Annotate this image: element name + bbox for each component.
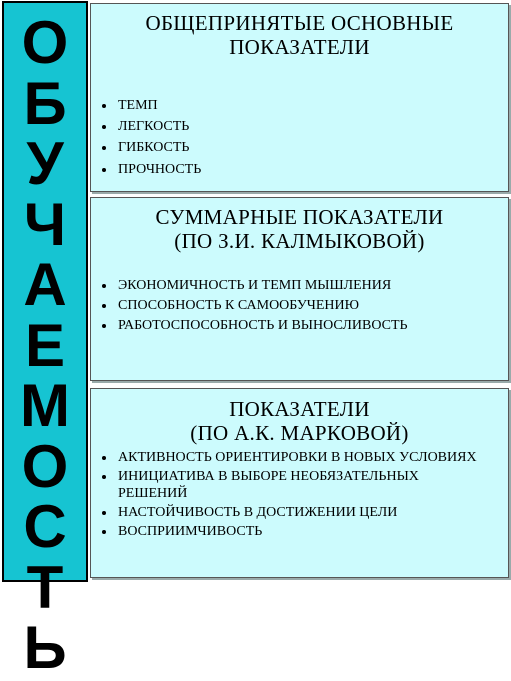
list-item — [91, 468, 478, 502]
section-title — [91, 205, 508, 253]
list-item-text: НАСТОЙЧИВОСТЬ В ДОСТИЖЕНИИ ЦЕЛИ — [118, 505, 398, 520]
section-title — [91, 11, 508, 59]
list-item-text: РАБОТОСПОСОБНОСТЬ И ВЫНОСЛИВОСТЬ — [118, 318, 408, 333]
title-letter: О — [21, 9, 69, 76]
list-item-text: ПРОЧНОСТЬ — [118, 162, 202, 177]
section-title-line: (ПО А.К. МАРКОВОЙ) — [190, 421, 409, 445]
bullet-icon — [102, 530, 106, 534]
section-general-indicators — [90, 3, 509, 192]
title-letter: Ь — [23, 614, 67, 681]
section-title-line: СУММАРНЫЕ ПОКАЗАТЕЛИ — [155, 205, 444, 229]
section-title — [91, 397, 508, 445]
bullet-icon — [102, 125, 106, 129]
list-item — [91, 139, 508, 156]
bullet-icon — [102, 168, 106, 172]
bullet-icon — [102, 304, 106, 308]
list-item-text: ГИБКОСТЬ — [118, 140, 190, 155]
list-item — [91, 504, 478, 521]
list-item — [91, 161, 508, 178]
bullet-icon — [102, 284, 106, 288]
title-letter: М — [20, 372, 70, 439]
indicator-list — [91, 277, 508, 334]
section-title-line: (ПО З.И. КАЛМЫКОВОЙ) — [174, 229, 425, 253]
vertical-title-bar — [2, 1, 88, 681]
section-title-line: ПОКАЗАТЕЛИ — [229, 35, 370, 59]
title-letter: С — [23, 493, 67, 560]
title-letter: Т — [26, 553, 64, 621]
title-letter: У — [26, 130, 64, 197]
bullet-icon — [102, 146, 106, 150]
bullet-icon — [102, 456, 106, 460]
list-item-text: СПОСОБНОСТЬ К САМООБУЧЕНИЮ — [118, 298, 360, 313]
bullet-icon — [102, 104, 106, 108]
list-item — [91, 317, 508, 334]
bullet-icon — [102, 475, 106, 479]
list-item-text: ЛЕГКОСТЬ — [118, 119, 190, 134]
section-title-line: ОБЩЕПРИНЯТЫЕ ОСНОВНЫЕ — [145, 11, 454, 35]
title-letter: Е — [24, 311, 66, 379]
bullet-icon — [102, 511, 106, 515]
list-item-text: ИНИЦИАТИВА В ВЫБОРЕ НЕОБЯЗАТЕЛЬНЫХ РЕШЕНИЙ — [118, 469, 419, 501]
list-item-text: АКТИВНОСТЬ ОРИЕНТИРОВКИ В НОВЫХ УСЛОВИЯХ — [118, 450, 477, 465]
indicator-list — [91, 449, 508, 540]
list-item-text: ВОСПРИИМЧИВОСТЬ — [118, 524, 263, 539]
indicator-list — [91, 97, 508, 178]
list-item — [91, 118, 508, 135]
bullet-icon — [102, 324, 106, 328]
list-item — [91, 449, 478, 466]
list-item — [91, 297, 508, 314]
list-item-text: ТЕМП — [118, 98, 158, 113]
title-letter: Б — [23, 69, 67, 137]
title-letter: А — [23, 251, 67, 318]
section-markova-indicators — [90, 388, 509, 578]
list-item — [91, 277, 508, 294]
title-letter: Ч — [23, 190, 67, 258]
title-letter: О — [21, 432, 69, 500]
section-title-line: ПОКАЗАТЕЛИ — [229, 397, 370, 421]
list-item — [91, 523, 478, 540]
list-item — [91, 97, 508, 114]
list-item-text: ЭКОНОМИЧНОСТЬ И ТЕМП МЫШЛЕНИЯ — [118, 278, 392, 293]
section-kalmykova-indicators — [90, 197, 509, 381]
